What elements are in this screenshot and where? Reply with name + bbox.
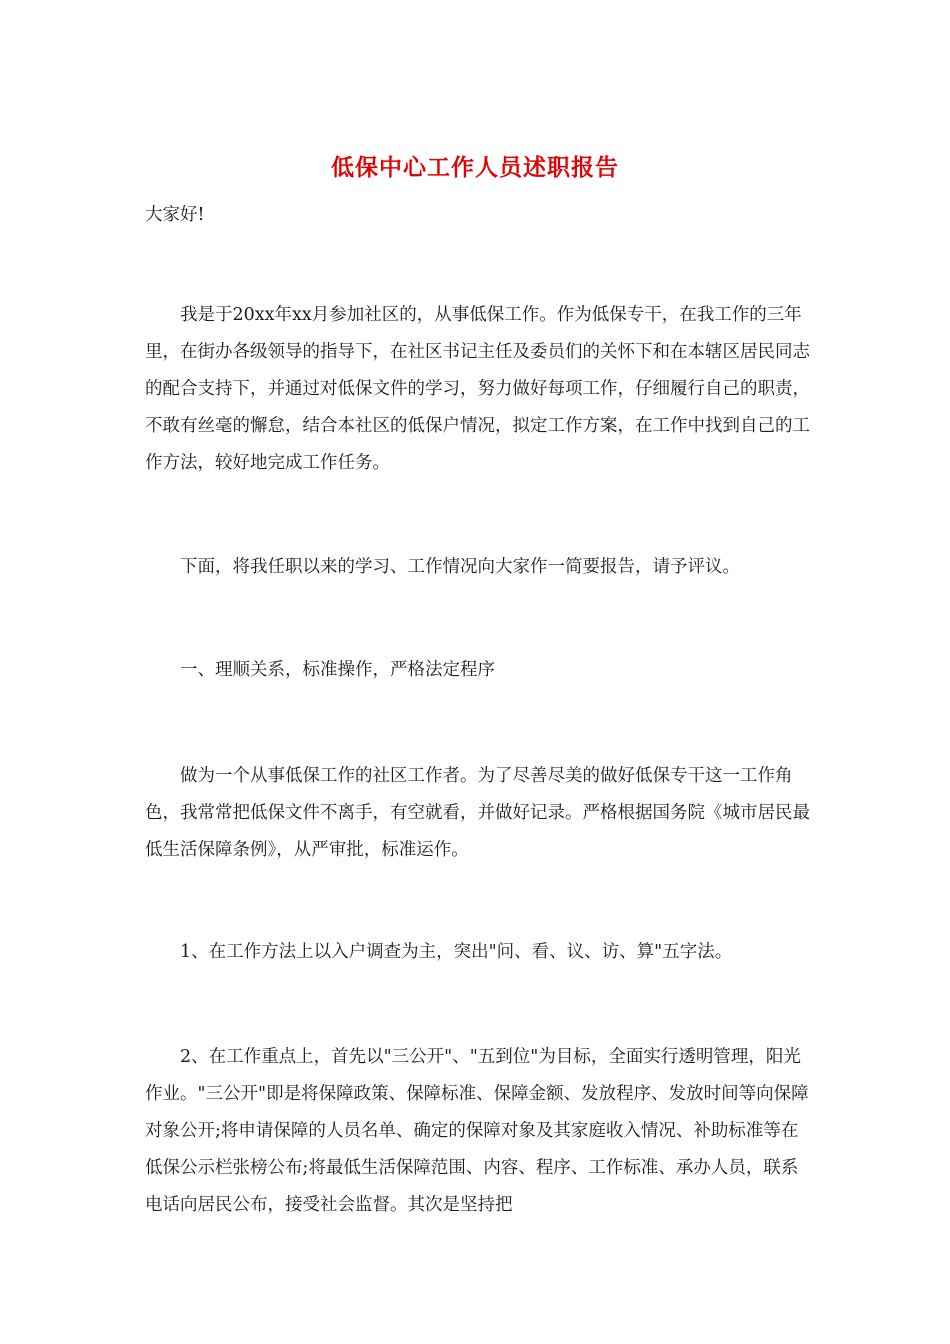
greeting: 大家好! bbox=[145, 205, 205, 225]
list-item-1: 1、在工作方法上以入户调查为主，突出"问、看、议、访、算"五字法。 bbox=[180, 942, 733, 962]
paragraph-intro: 我是于20xx年xx月参加社区的，从事低保工作。作为低保专干，在我工作的三年里，在街办各级领导的指导下，在社区书记主任及委员们的关怀下和在本辖区居民同志的配合支持下，并通过对低保文件的学习，努力做好每项工作，仔细履行自己的职责，不敢有丝毫的懈怠，结合本社区的低保户情况，拟定工作方案，在工作中找到自己的工作方法，较好地完成工作任务。 bbox=[145, 305, 810, 473]
paragraph-section-1: 做为一个从事低保工作的社区工作者。为了尽善尽美的做好低保专干这一工作角色，我常常把低保文件不离手，有空就看，并做好记录。严格根据国务院《城市居民最低生活保障条例》，从严审批，标准运作。 bbox=[145, 766, 810, 860]
section-heading-1: 一、理顺关系，标准操作，严格法定程序 bbox=[180, 660, 495, 680]
paragraph-report-note: 下面，将我任职以来的学习、工作情况向大家作一简要报告，请予评议。 bbox=[180, 557, 740, 577]
document-title: 低保中心工作人员述职报告 bbox=[331, 154, 619, 181]
list-item-2: 2、在工作重点上，首先以"三公开"、"五到位"为目标，全面实行透明管理，阳光作业。"三公开"即是将保障政策、保障标准、保障金额、发放程序、发放时间等向保障对象公开;将申请保障的人员名单、确定的保障对象及其家庭收入情况、补助标准等在低保公示栏张榜公布;将最低生活保障范围、内容、程序、工作标准、承办人员，联系电话向居民公布，接受社会监督。其次是坚持把 bbox=[145, 1047, 809, 1215]
